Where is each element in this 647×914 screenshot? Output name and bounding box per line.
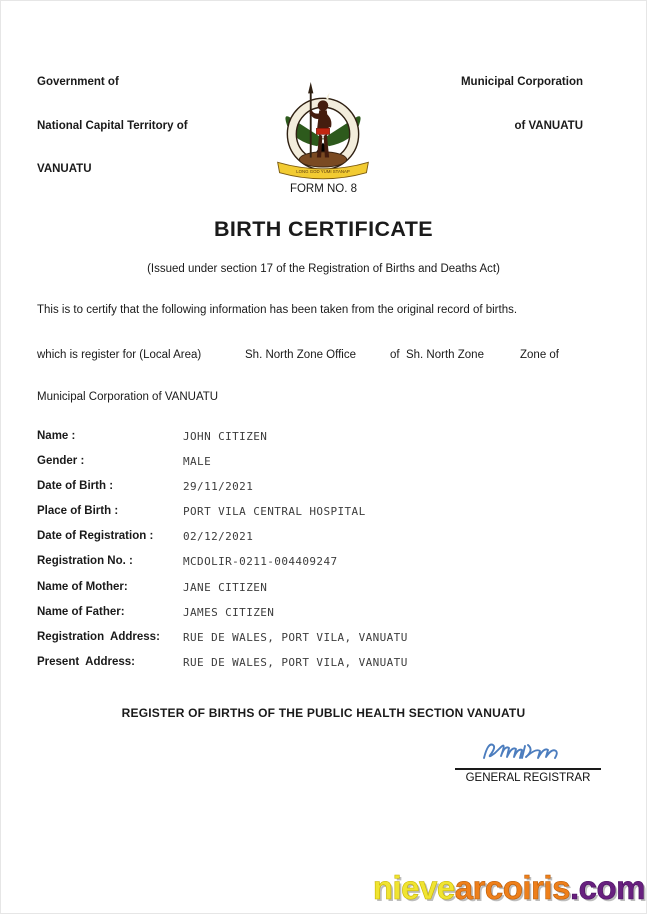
field-row [37,505,597,530]
header-right-line: Municipal Corporation [460,76,583,88]
signatory-title: GENERAL REGISTRAR [465,772,591,784]
field-row [37,480,597,505]
vanuatu-coat-of-arms [266,82,380,189]
page-title: BIRTH CERTIFICATE [214,217,433,241]
field-value: 29/11/2021 [183,480,254,494]
watermark-part-1: nieve [372,869,455,906]
coat-of-arms-icon [266,82,380,184]
municipal-corporation-line: Municipal Corporation of VANUATU [37,391,219,403]
register-for-label: which is register for (Local Area) [37,349,202,361]
register-heading: REGISTER OF BIRTHS OF THE PUBLIC HEALTH SECTION VANUATU [121,706,526,720]
field-row [37,656,597,681]
field-value: JOHN CITIZEN [183,430,268,443]
field-value: JAMES CITIZEN [183,605,275,619]
form-number: FORM NO. 8 [289,183,358,195]
field-value: PORT VILA CENTRAL HOSPITAL [183,505,366,519]
field-row [37,606,597,631]
header-left-line: Government of [37,76,119,88]
field-label: Date of Birth : [37,480,114,493]
fields-list [37,430,597,681]
field-value: RUE DE WALES, PORT VILA, VANUATU [183,630,408,644]
field-label: Date of Registration : [37,530,154,543]
field-value: MCDOLIR-0211-004409247 [183,555,338,569]
header-right-line: of VANUATU [514,119,583,132]
field-value: JANE CITIZEN [183,580,268,594]
header-left-line: National Capital Territory of [37,119,188,132]
issuing-authority-right [461,46,583,162]
field-value: MALE [183,455,212,469]
field-label: Name of Father: [37,605,125,618]
registrar-signature [478,737,578,770]
field-value: 02/12/2021 [183,530,254,544]
field-row [37,530,597,555]
issuing-authority-left [37,46,188,206]
field-row [37,581,597,606]
field-row [37,631,597,656]
field-label: Present Address: [37,655,135,668]
field-label: Name of Mother: [37,580,128,593]
zone-office-value: Sh. North Zone Office [245,349,357,361]
watermark-part-3: .com [569,869,645,906]
zone-value: of Sh. North Zone [390,349,484,361]
field-label: Registration Address: [37,630,160,643]
title-subtext: (Issued under section 17 of the Registration of Births and Deaths Act) [147,263,500,275]
zone-of-label: Zone of [520,349,559,361]
field-label: Gender : [37,455,85,468]
field-label: Registration No. : [37,555,133,568]
watermark-part-2: arcoiris [454,869,570,906]
signature-ink-icon [478,737,578,765]
header-left-line: VANUATU [37,163,92,175]
field-row [37,455,597,480]
site-watermark [373,869,645,907]
emblem-motto: LONG GOD YUMI STANAP [296,169,350,175]
field-row [37,555,597,580]
certify-statement: This is to certify that the following information has been taken from the original record of births. [37,304,518,316]
field-label: Name : [37,430,76,442]
field-row [37,430,597,455]
field-value: RUE DE WALES, PORT VILA, VANUATU [183,655,408,669]
signature-line [455,768,601,770]
field-label: Place of Birth : [37,505,119,518]
